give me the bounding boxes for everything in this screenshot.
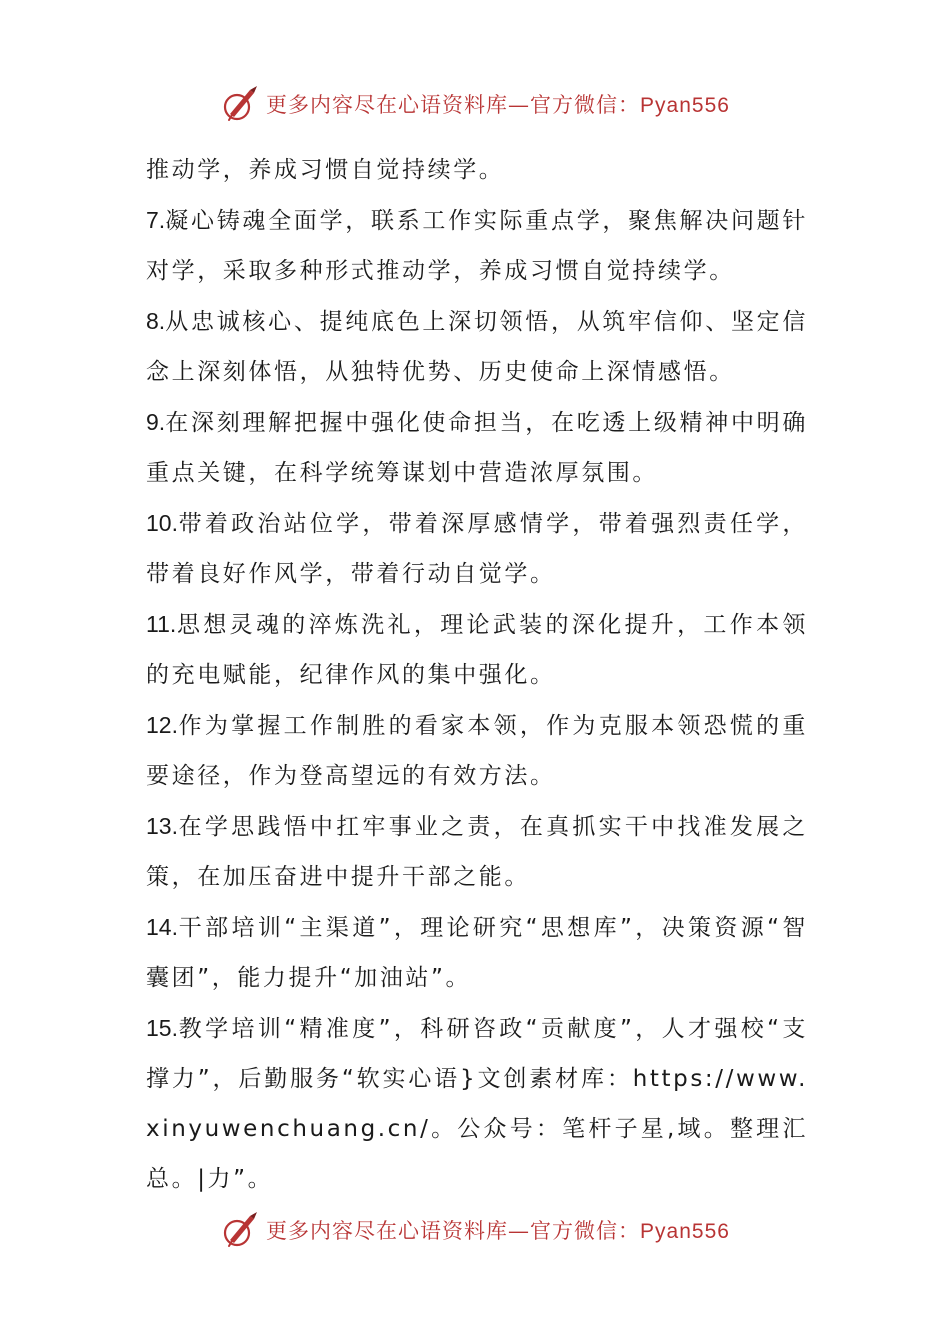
quill-pen-logo-icon	[220, 84, 260, 124]
list-item-7: 7.凝心铸魂全面学，联系工作实际重点学，聚焦解决问题针对学，采取多种形式推动学，养成习惯自觉持续学。	[146, 207, 808, 284]
header-banner	[0, 82, 950, 126]
banner-text: 更多内容尽在心语资料库—官方微信：Pyan556	[266, 93, 730, 117]
wechat-id: Pyan556	[640, 94, 730, 117]
list-item-14: 14.干部培训“主渠道”，理论研究“思想库”，决策资源“智囊团”，能力提升“加油站”。	[146, 914, 808, 991]
footer-banner	[0, 1208, 950, 1252]
paragraph-continued: 推动学，养成习惯自觉持续学。	[146, 157, 505, 183]
banner-text: 更多内容尽在心语资料库—官方微信：Pyan556	[266, 1219, 730, 1243]
quill-pen-logo-icon	[220, 1210, 260, 1250]
document-body	[146, 144, 808, 1204]
list-item-12: 12.作为掌握工作制胜的看家本领，作为克服本领恐慌的重要途径，作为登高望远的有效方法。	[146, 712, 808, 789]
list-item-15: 15.教学培训“精准度”，科研咨政“贡献度”，人才强校“支撑力”，后勤服务“软实心语}文创素材库：https://www.xinyuwenchuang.cn/。公众号：笔杆子星,域。整理汇总。|力”。	[146, 1015, 808, 1192]
list-item-13: 13.在学思践悟中扛牢事业之责，在真抓实干中找准发展之策，在加压奋进中提升干部之能。	[146, 813, 808, 890]
list-item-9: 9.在深刻理解把握中强化使命担当，在吃透上级精神中明确重点关键，在科学统筹谋划中营造浓厚氛围。	[146, 409, 808, 486]
list-item-8: 8.从忠诚核心、提纯底色上深切领悟，从筑牢信仰、坚定信念上深刻体悟，从独特优势、历史使命上深情感悟。	[146, 308, 808, 385]
list-item-10: 10.带着政治站位学，带着深厚感情学，带着强烈责任学，带着良好作风学，带着行动自觉学。	[146, 510, 808, 587]
wechat-id: Pyan556	[640, 1220, 730, 1243]
list-item-11: 11.思想灵魂的淬炼洗礼，理论武装的深化提升，工作本领的充电赋能，纪律作风的集中强化。	[146, 611, 808, 688]
